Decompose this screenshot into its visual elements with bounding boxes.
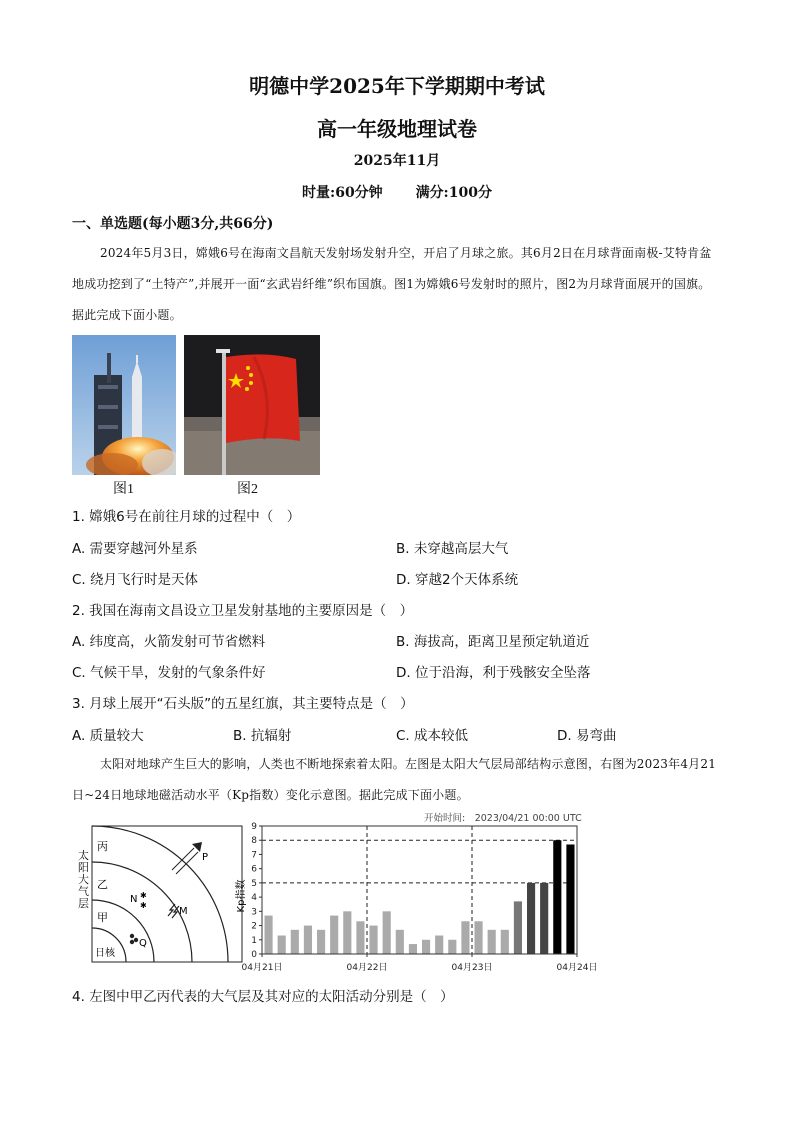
q1-option-b[interactable]: B. 未穿越高层大气 <box>396 541 509 557</box>
question-4: 4. 左图中甲乙丙代表的大气层及其对应的太阳活动分别是（ ） <box>72 989 454 1005</box>
exam-date: 2025年11月 <box>353 153 441 169</box>
svg-text:✱: ✱ <box>140 891 147 900</box>
marker-n: N <box>130 894 138 905</box>
y-tick-label: 0 <box>251 950 257 960</box>
passage-2: 太阳对地球产生巨大的影响，人类也不断地探索着太阳。左图是太阳大气层局部结构示意图，右图为2023年4月21日~24日地球地磁活动水平（Kp指数）变化示意图。据此完成下面小题。 <box>72 757 717 802</box>
q3-option-a[interactable]: A. 质量较大 <box>72 728 144 744</box>
y-tick-label: 6 <box>251 864 257 875</box>
kp-bar <box>264 916 272 954</box>
kp-bar <box>527 883 535 954</box>
y-tick-label: 2 <box>251 921 257 932</box>
q3-option-d[interactable]: D. 易弯曲 <box>557 728 617 744</box>
sun-atmosphere-diagram <box>76 822 246 964</box>
kp-bar <box>369 926 377 954</box>
y-tick-label: 8 <box>251 836 257 847</box>
layer-label-1: 甲 <box>97 911 108 924</box>
kp-bar <box>566 844 574 954</box>
kp-bar <box>448 940 456 954</box>
x-tick-label: 04月24日 <box>556 963 598 973</box>
kp-bar <box>409 944 417 954</box>
figure-2-caption: 图2 <box>237 482 258 497</box>
y-tick-label: 9 <box>251 822 257 832</box>
q1-option-c[interactable]: C. 绕月飞行时是天体 <box>72 572 199 588</box>
y-tick-label: 3 <box>251 907 257 918</box>
kp-bar <box>474 921 482 954</box>
kp-bar <box>422 940 430 954</box>
kp-bar <box>553 840 561 954</box>
x-tick-label: 04月22日 <box>346 963 388 973</box>
exam-info <box>0 182 794 202</box>
kp-bar <box>488 930 496 954</box>
q3-option-c[interactable]: C. 成本较低 <box>396 728 469 744</box>
svg-text:✱: ✱ <box>140 901 147 910</box>
q2-option-c[interactable]: C. 气候干旱，发射的气象条件好 <box>72 665 266 681</box>
kp-bar <box>291 930 299 954</box>
figure-1-caption: 图1 <box>113 482 134 497</box>
y-tick-label: 7 <box>251 850 257 861</box>
marker-m: M <box>179 906 188 917</box>
kp-bar <box>330 916 338 954</box>
x-tick-label: 04月23日 <box>451 963 493 973</box>
y-tick-label: 4 <box>251 893 257 904</box>
question-3: 3. 月球上展开“石头版”的五星红旗，其主要特点是（ ） <box>72 696 414 712</box>
q2-option-d[interactable]: D. 位于沿海，利于残骸安全坠落 <box>396 665 591 681</box>
y-tick-label: 5 <box>251 878 257 889</box>
q1-option-a[interactable]: A. 需要穿越河外星系 <box>72 541 198 557</box>
question-2: 2. 我国在海南文昌设立卫星发射基地的主要原因是（ ） <box>72 603 414 619</box>
x-tick-label: 04月21日 <box>241 963 283 973</box>
kp-bar <box>343 911 351 954</box>
core-label: 日核 <box>95 948 115 959</box>
moon-flag-photo <box>184 335 320 475</box>
y-axis-label: Kp指数 <box>236 879 247 913</box>
kp-bar <box>540 883 548 954</box>
exam-score: 满分:100分 <box>415 185 492 201</box>
kp-bar <box>278 936 286 954</box>
kp-bar <box>356 921 364 954</box>
question-1: 1. 嫦娥6号在前往月球的过程中（ ） <box>72 509 301 525</box>
kp-bar <box>304 926 312 954</box>
kp-bar <box>501 930 509 954</box>
marker-p: P <box>202 852 209 863</box>
sun-atmosphere-side-label: 太阳大气层 <box>78 849 89 910</box>
passage-1: 2024年5月3日，嫦娥6号在海南文昌航天发射场发射升空，开启了月球之旅。其6月2日在月球背面南极-艾特肯盆地成功挖到了“土特产”,并展开一面“玄武岩纤维”织布国旗。图1为嫦娥6号发射时的照片，图2为月球背面展开的国旗。据此完成下面小题。 <box>72 246 712 322</box>
q1-option-d[interactable]: D. 穿越2个天体系统 <box>396 572 519 588</box>
rocket-launch-photo <box>72 335 176 475</box>
exam-subject: 高一年级地理试卷 <box>317 117 477 141</box>
q2-option-a[interactable]: A. 纬度高，火箭发射可节省燃料 <box>72 634 266 650</box>
kp-bar <box>396 930 404 954</box>
section-title: 一、单选题(每小题3分,共66分) <box>72 216 274 232</box>
kp-bar <box>317 930 325 954</box>
marker-q: Q <box>139 938 147 949</box>
y-tick-label: 1 <box>251 935 257 946</box>
layer-label-2: 乙 <box>97 878 108 891</box>
kp-bar <box>383 911 391 954</box>
chart-title: 开始时间: 2023/04/21 00:00 UTC <box>424 813 582 824</box>
kp-index-chart <box>232 808 604 978</box>
kp-bar <box>461 921 469 954</box>
kp-bar <box>435 936 443 954</box>
q3-option-b[interactable]: B. 抗辐射 <box>233 728 292 744</box>
layer-label-3: 丙 <box>97 840 108 853</box>
kp-bar <box>514 901 522 954</box>
q2-option-b[interactable]: B. 海拔高，距离卫星预定轨道近 <box>396 634 590 650</box>
exam-time: 时量:60分钟 <box>302 185 383 201</box>
exam-title: 明德中学2025年下学期期中考试 <box>249 74 545 98</box>
